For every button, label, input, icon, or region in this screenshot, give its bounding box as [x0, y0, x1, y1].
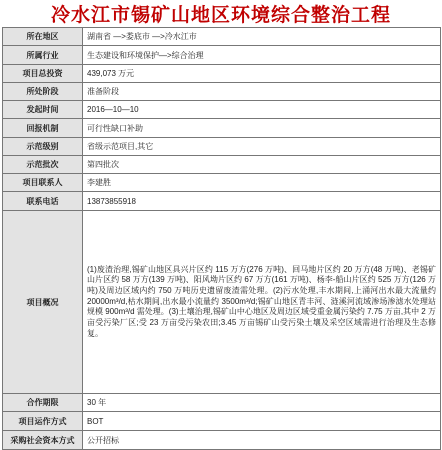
demo-level-cell [83, 138, 441, 156]
region-cell [83, 28, 441, 46]
row-return-mechanism [3, 119, 441, 138]
operation-mode-cell [83, 412, 441, 431]
contact-person-value: 李建胜 [87, 178, 111, 187]
contact-phone-cell [83, 192, 441, 211]
investment-cell [83, 65, 441, 83]
industry-cell [83, 46, 441, 65]
contact-phone-label: 联系电话 [3, 192, 83, 211]
demo-batch-value: 第四批次 [87, 160, 119, 169]
row-demo-batch [3, 156, 441, 174]
row-contact-person [3, 174, 441, 192]
launch-date-value: 2016—10—10 [87, 105, 139, 114]
investment-label: 项目总投资 [3, 65, 83, 83]
stage-cell [83, 83, 441, 101]
launch-date-label: 发起时间 [3, 101, 83, 119]
investment-value: 439,073 万元 [87, 69, 135, 78]
page-title: 冷水江市锡矿山地区环境综合整治工程 [50, 4, 391, 26]
row-region [3, 28, 441, 46]
overview-label: 项目概况 [3, 211, 83, 394]
row-launch-date [3, 101, 441, 119]
row-procurement-method [3, 431, 441, 450]
procurement-method-value: 公开招标 [87, 435, 119, 445]
row-overview [3, 211, 441, 394]
overview-text: (1)废渣治理,锡矿山地区具兴片区约 115 万方(276 万吨)、回马地片区约 20 万方(48 万吨)、老锡矿山片区约 58 万方(139 万吨)、阳风坳片区约 67 万方(161 万吨)、杨李-船山片区约 525 万方(126 万吨)及周边区域内约 750 万吨历史遗留废渣需处理。(2)污水处理,丰水期间,上涌河出水最大流量约 20000m³/d,枯水期间,出水最小流量约 3500m³/d;锡矿山地区青丰河、涟溪河流域渗场渗滤水处理站规模 900m³/d 需处理。(3)土壤治理,锡矿山中心地区及周边区域受重金属污染约 7.75 万亩,其中 2 万亩受污染厂区;受 23 万亩受污染农田;3.45 万亩锡矿山受污染土壤及采空区域需进行治理及生态修复。 [83, 211, 441, 394]
industry-value: 生态建设和环境保护—>综合治理 [87, 50, 204, 60]
stage-value: 准备阶段 [87, 87, 119, 96]
row-stage [3, 83, 441, 101]
cooperation-term-label: 合作期限 [3, 394, 83, 412]
launch-date-cell [83, 101, 441, 119]
demo-batch-cell [83, 156, 441, 174]
stage-label: 所处阶段 [3, 83, 83, 101]
return-mechanism-value: 可行性缺口补助 [87, 123, 143, 133]
project-info-table [2, 27, 441, 450]
region-label: 所在地区 [3, 28, 83, 46]
procurement-method-label: 采购社会资本方式 [3, 431, 83, 450]
procurement-method-cell [83, 431, 441, 450]
contact-phone-value: 13873855918 [87, 196, 136, 206]
industry-label: 所属行业 [3, 46, 83, 65]
row-cooperation-term [3, 394, 441, 412]
row-demo-level [3, 138, 441, 156]
operation-mode-value: BOT [87, 416, 104, 426]
return-mechanism-cell [83, 119, 441, 138]
contact-person-cell [83, 174, 441, 192]
row-investment [3, 65, 441, 83]
return-mechanism-label: 回报机制 [3, 119, 83, 138]
cooperation-term-value: 30 年 [87, 398, 107, 407]
cooperation-term-cell [83, 394, 441, 412]
region-value: 湖南省 —>娄底市 —>冷水江市 [87, 32, 197, 41]
demo-batch-label: 示范批次 [3, 156, 83, 174]
contact-person-label: 项目联系人 [3, 174, 83, 192]
demo-level-label: 示范级别 [3, 138, 83, 156]
row-contact-phone [3, 192, 441, 211]
row-operation-mode [3, 412, 441, 431]
row-industry [3, 46, 441, 65]
demo-level-value: 省级示范项目,其它 [87, 142, 154, 151]
operation-mode-label: 项目运作方式 [3, 412, 83, 431]
